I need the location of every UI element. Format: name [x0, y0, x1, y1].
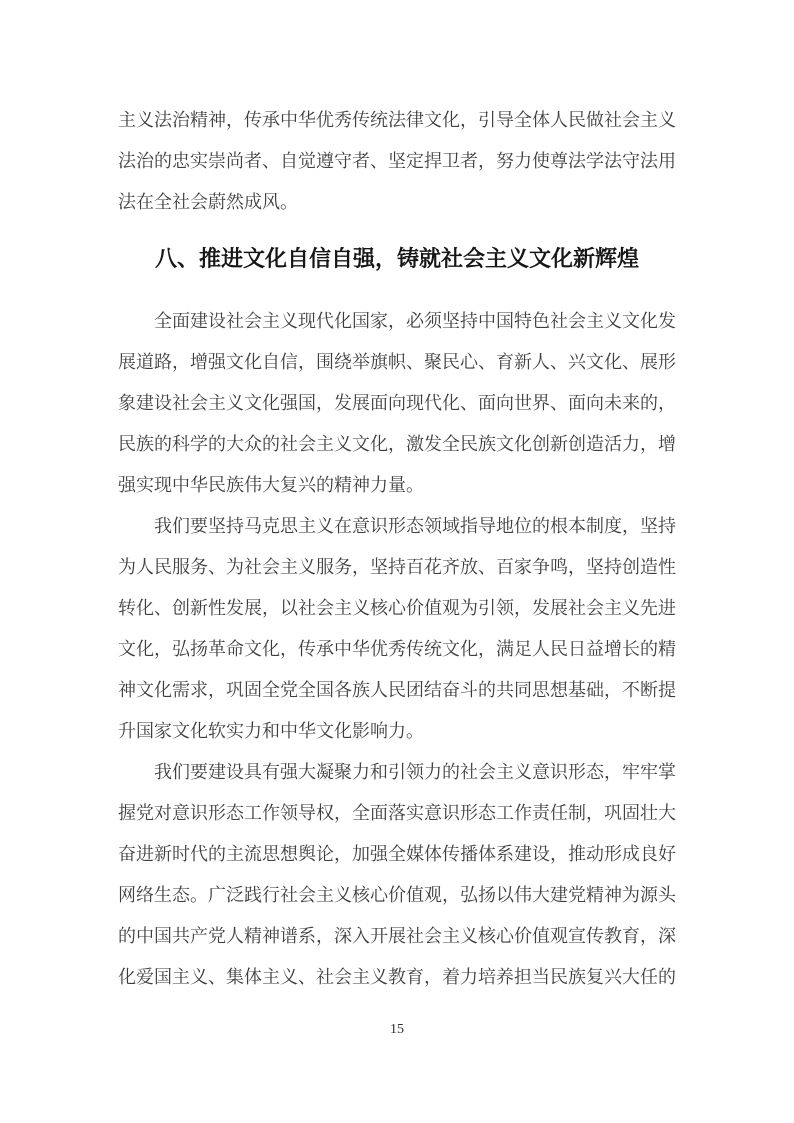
section-heading: 八、推进文化自信自强，铸就社会主义文化新辉煌 — [154, 246, 639, 271]
page-number: 15 — [390, 1022, 404, 1037]
text-line: 神文化需求，巩固全党全国各族人民团结奋斗的共同思想基础，不断提 — [118, 680, 676, 700]
text-line: 为人民服务、为社会主义服务，坚持百花齐放、百家争鸣，坚持创造性 — [118, 557, 676, 577]
text-line: 网络生态。广泛践行社会主义核心价值观，弘扬以伟大建党精神为源头 — [118, 885, 676, 905]
text-line: 我们要建设具有强大凝聚力和引领力的社会主义意识形态，牢牢掌 — [154, 762, 676, 782]
text-line: 升国家文化软实力和中华文化影响力。 — [118, 721, 424, 741]
text-line: 奋进新时代的主流思想舆论，加强全媒体传播体系建设，推动形成良好 — [118, 844, 676, 864]
text-line: 民族的科学的大众的社会主义文化，激发全民族文化创新创造活力，增 — [118, 434, 676, 454]
text-line: 的中国共产党人精神谱系，深入开展社会主义核心价值观宣传教育，深 — [118, 926, 676, 946]
text-line: 文化，弘扬革命文化，传承中华优秀传统文化，满足人民日益增长的精 — [118, 639, 676, 659]
text-line: 强实现中华民族伟大复兴的精神力量。 — [118, 475, 424, 495]
text-line: 法治的忠实崇尚者、自觉遵守者、坚定捍卫者，努力使尊法学法守法用 — [118, 151, 676, 171]
body-paragraph — [118, 752, 676, 998]
body-paragraph — [118, 301, 676, 506]
text-line: 转化、创新性发展，以社会主义核心价值观为引领，发展社会主义先进 — [118, 598, 676, 618]
text-line: 化爱国主义、集体主义、社会主义教育，着力培养担当民族复兴大任的 — [118, 967, 676, 987]
body-paragraph — [118, 506, 676, 752]
continuation-paragraph — [118, 100, 676, 223]
text-line: 主义法治精神，传承中华优秀传统法律文化，引导全体人民做社会主义 — [118, 110, 676, 130]
document-content — [118, 100, 676, 998]
text-line: 法在全社会蔚然成风。 — [118, 192, 298, 212]
text-line: 我们要坚持马克思主义在意识形态领域指导地位的根本制度，坚持 — [154, 516, 676, 536]
text-line: 全面建设社会主义现代化国家，必须坚持中国特色社会主义文化发 — [154, 311, 676, 331]
text-line: 握党对意识形态工作领导权，全面落实意识形态工作责任制，巩固壮大 — [118, 803, 676, 823]
text-line: 象建设社会主义文化强国，发展面向现代化、面向世界、面向未来的， — [118, 393, 676, 413]
text-line: 展道路，增强文化自信，围绕举旗帜、聚民心、育新人、兴文化、展形 — [118, 352, 676, 372]
